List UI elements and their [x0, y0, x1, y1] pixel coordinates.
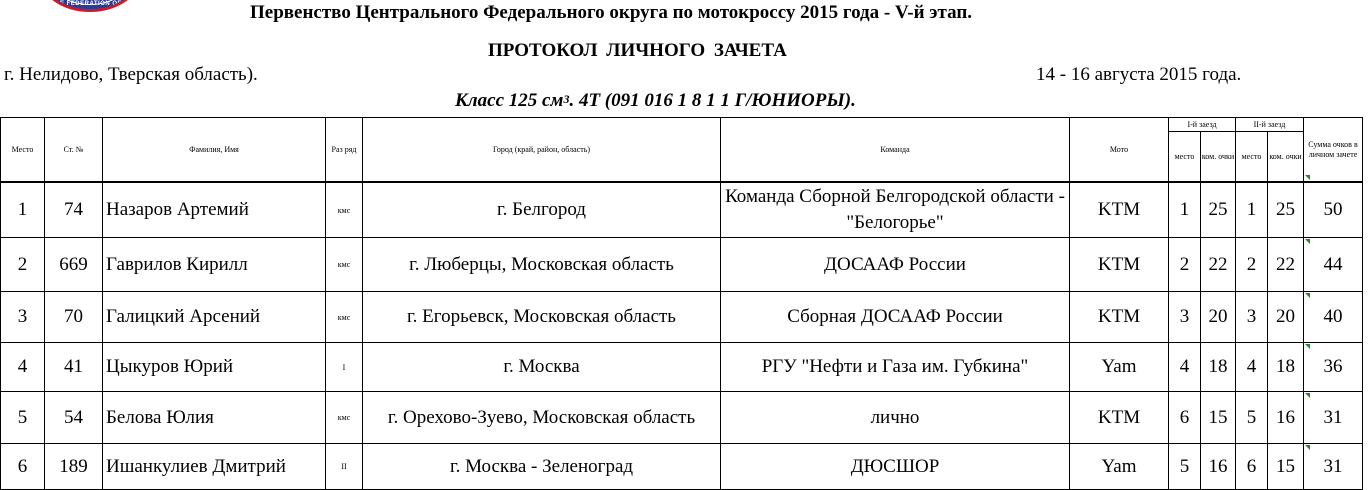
cell-race1-points: 22: [1201, 238, 1236, 292]
comment-marker-icon[interactable]: [1305, 393, 1310, 398]
cell-rank: кмс: [326, 392, 363, 444]
class-heading: [455, 90, 856, 112]
cell-city: г. Москва: [363, 343, 721, 392]
cell-race1-place: 1: [1169, 182, 1201, 238]
class-superscript: 3: [563, 92, 570, 106]
cell-total: 36: [1304, 343, 1363, 392]
cell-race2-place: 1: [1236, 182, 1268, 238]
cell-city: г. Орехово-Зуево, Московская область: [363, 392, 721, 444]
cell-start-no: 74: [45, 182, 103, 238]
cell-name: Ишанкулиев Дмитрий: [103, 444, 326, 490]
event-dates: 14 - 16 августа 2015 года.: [1036, 64, 1242, 85]
cell-total: 44: [1304, 238, 1363, 292]
cell-race2-points: 22: [1268, 238, 1304, 292]
results-table: [0, 117, 1363, 490]
cell-name: Гаврилов Кирилл: [103, 238, 326, 292]
cell-total: 31: [1304, 392, 1363, 444]
cell-moto: KTM: [1070, 182, 1169, 238]
col-header-team: Команда: [721, 118, 1070, 183]
cell-race2-points: 20: [1268, 292, 1304, 343]
col-header-name: Фамилия, Имя: [103, 118, 326, 183]
table-right-border: [1362, 117, 1363, 469]
cell-race1-points: 25: [1201, 182, 1236, 238]
logo-text: YCLE FEDERATION OF RU: [46, 1, 134, 7]
cell-start-no: 54: [45, 392, 103, 444]
cell-city: г. Егорьевск, Московская область: [363, 292, 721, 343]
cell-race2-place: 4: [1236, 343, 1268, 392]
cell-moto: KTM: [1070, 238, 1169, 292]
federation-logo: [40, 0, 140, 12]
cell-place: 4: [1, 343, 45, 392]
comment-marker-icon[interactable]: [1305, 445, 1310, 450]
cell-moto: KTM: [1070, 292, 1169, 343]
table-row: [1, 292, 1363, 343]
cell-name: Белова Юлия: [103, 392, 326, 444]
cell-total: 40: [1304, 292, 1363, 343]
col-header-race1: I-й заезд: [1169, 118, 1236, 132]
cell-race1-points: 15: [1201, 392, 1236, 444]
comment-marker-icon[interactable]: [1305, 175, 1310, 180]
col-header-race2-place: место: [1236, 132, 1268, 183]
cell-team: Команда Сборной Белгородской области - "Белогорье": [721, 182, 1070, 238]
cell-race1-place: 6: [1169, 392, 1201, 444]
event-location: г. Нелидово, Тверская область).: [4, 64, 258, 85]
comment-marker-icon[interactable]: [1305, 293, 1310, 298]
cell-race1-points: 20: [1201, 292, 1236, 343]
cell-moto: Yam: [1070, 444, 1169, 490]
col-header-race2: II-й заезд: [1236, 118, 1304, 132]
cell-rank: кмс: [326, 182, 363, 238]
cell-city: г. Люберцы, Московская область: [363, 238, 721, 292]
table-row: [1, 343, 1363, 392]
cell-race2-place: 5: [1236, 392, 1268, 444]
cell-city: г. Белгород: [363, 182, 721, 238]
col-header-total: Сумма очков в личном зачете: [1304, 118, 1363, 183]
cell-rank: кмс: [326, 292, 363, 343]
class-prefix: Класс 125 см: [455, 90, 564, 111]
cell-start-no: 189: [45, 444, 103, 490]
cell-place: 3: [1, 292, 45, 343]
cell-team: лично: [721, 392, 1070, 444]
cell-name: Назаров Артемий: [103, 182, 326, 238]
cell-race2-place: 2: [1236, 238, 1268, 292]
cell-race1-place: 4: [1169, 343, 1201, 392]
table-row: [1, 444, 1363, 490]
cell-race1-place: 3: [1169, 292, 1201, 343]
header-row: [1, 118, 1363, 132]
cell-rank: I: [326, 343, 363, 392]
cell-total: 50: [1304, 182, 1363, 238]
cell-race2-points: 25: [1268, 182, 1304, 238]
cell-city: г. Москва - Зеленоград: [363, 444, 721, 490]
cell-moto: Yam: [1070, 343, 1169, 392]
col-header-rank: Раз ряд: [326, 118, 363, 183]
cell-name: Цыкуров Юрий: [103, 343, 326, 392]
cell-race2-points: 15: [1268, 444, 1304, 490]
cell-race1-points: 16: [1201, 444, 1236, 490]
cell-race2-place: 3: [1236, 292, 1268, 343]
col-header-place: Место: [1, 118, 45, 183]
cell-start-no: 70: [45, 292, 103, 343]
col-header-moto: Мото: [1070, 118, 1169, 183]
cell-name: Галицкий Арсений: [103, 292, 326, 343]
cell-team: ДЮСШОР: [721, 444, 1070, 490]
table-row: [1, 392, 1363, 444]
cell-race2-points: 16: [1268, 392, 1304, 444]
cell-place: 2: [1, 238, 45, 292]
cell-team: РГУ "Нефти и Газа им. Губкина": [721, 343, 1070, 392]
cell-rank: II: [326, 444, 363, 490]
comment-marker-icon[interactable]: [1305, 344, 1310, 349]
cell-start-no: 41: [45, 343, 103, 392]
cell-race1-place: 5: [1169, 444, 1201, 490]
class-suffix: . 4Т (091 016 1 8 1 1 Г/ЮНИОРЫ).: [569, 90, 856, 111]
cell-total: 31: [1304, 444, 1363, 490]
cell-place: 6: [1, 444, 45, 490]
cell-rank: кмс: [326, 238, 363, 292]
cell-team: ДОСААФ России: [721, 238, 1070, 292]
comment-marker-icon[interactable]: [1305, 239, 1310, 244]
table-row: [1, 182, 1363, 238]
cell-team: Сборная ДОСААФ России: [721, 292, 1070, 343]
document-subtitle: ПРОТОКОЛ ЛИЧНОГО ЗАЧЕТА: [488, 40, 787, 61]
col-header-race1-place: место: [1169, 132, 1201, 183]
cell-race2-place: 6: [1236, 444, 1268, 490]
document-title: Первенство Центрального Федерального округа по мотокроссу 2015 года - V-й этап.: [250, 2, 973, 23]
cell-race1-place: 2: [1169, 238, 1201, 292]
col-header-city: Город (край, район, область): [363, 118, 721, 183]
cell-moto: KTM: [1070, 392, 1169, 444]
cell-place: 1: [1, 182, 45, 238]
col-header-race1-points: ком. очки: [1201, 132, 1236, 183]
col-header-start-no: Ст. №: [45, 118, 103, 183]
cell-place: 5: [1, 392, 45, 444]
col-header-race2-points: ком. очки: [1268, 132, 1304, 183]
cell-race2-points: 18: [1268, 343, 1304, 392]
cell-race1-points: 18: [1201, 343, 1236, 392]
table-row: [1, 238, 1363, 292]
cell-start-no: 669: [45, 238, 103, 292]
